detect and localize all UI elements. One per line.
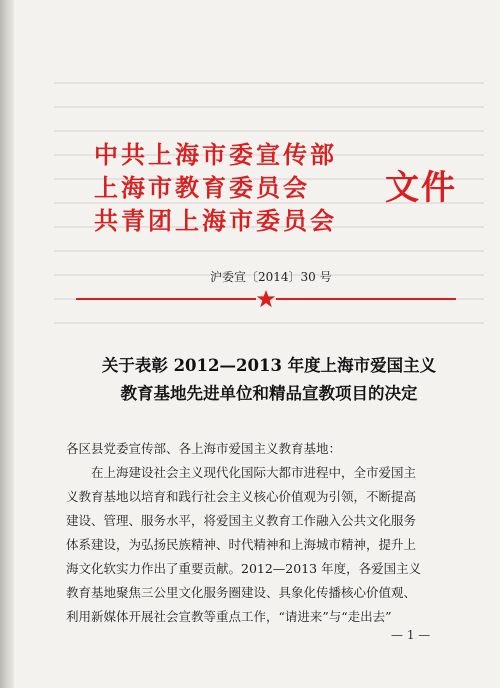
issuer-block	[94, 138, 337, 237]
red-divider-right	[276, 298, 456, 300]
binding-edge	[0, 0, 14, 688]
title-line-2: 教育基地先进单位和精品宣教项目的决定	[120, 384, 418, 403]
body-line: 利用新媒体开展社会宣教等重点工作，“请进来”与“走出去”	[66, 609, 392, 624]
document-body	[66, 437, 458, 629]
title-line-1: 关于表彰 2012—2013 年度上海市爱国主义	[101, 356, 437, 375]
red-divider-left	[76, 298, 256, 300]
issuer-education-commission: 上海市教育委员会	[94, 173, 310, 202]
salutation: 各区县党委宣传部、各上海市爱国主义教育基地：	[66, 441, 342, 456]
body-line: 体系建设，为弘扬民族精神、时代精神和上海城市精神，提升上	[66, 537, 417, 552]
document-number: 沪委宣〔2014〕30 号	[210, 270, 332, 284]
body-line: 在上海建设社会主义现代化国际大都市进程中，全市爱国主	[91, 465, 417, 480]
body-line: 建设、管理、服务水平，将爱国主义教育工作融入公共文化服务	[66, 513, 417, 528]
body-line: 义教育基地以培育和践行社会主义核心价值观为引领，不断提高	[66, 489, 417, 504]
body-line: 教育基地聚焦三公里文化服务圈建设、具象化传播核心价值观、	[66, 585, 417, 600]
document-title	[74, 352, 464, 408]
page-number: — 1 —	[391, 628, 431, 642]
issuer-propaganda-dept: 中共上海市委宣传部	[94, 140, 337, 169]
issuer-youth-league: 共青团上海市委员会	[94, 206, 337, 235]
document-page	[14, 0, 500, 688]
body-line: 海文化软实力作出了重要贡献。2012—2013 年度，各爱国主义	[66, 561, 422, 576]
document-word: 文件	[385, 168, 457, 208]
red-star-icon	[256, 289, 276, 309]
